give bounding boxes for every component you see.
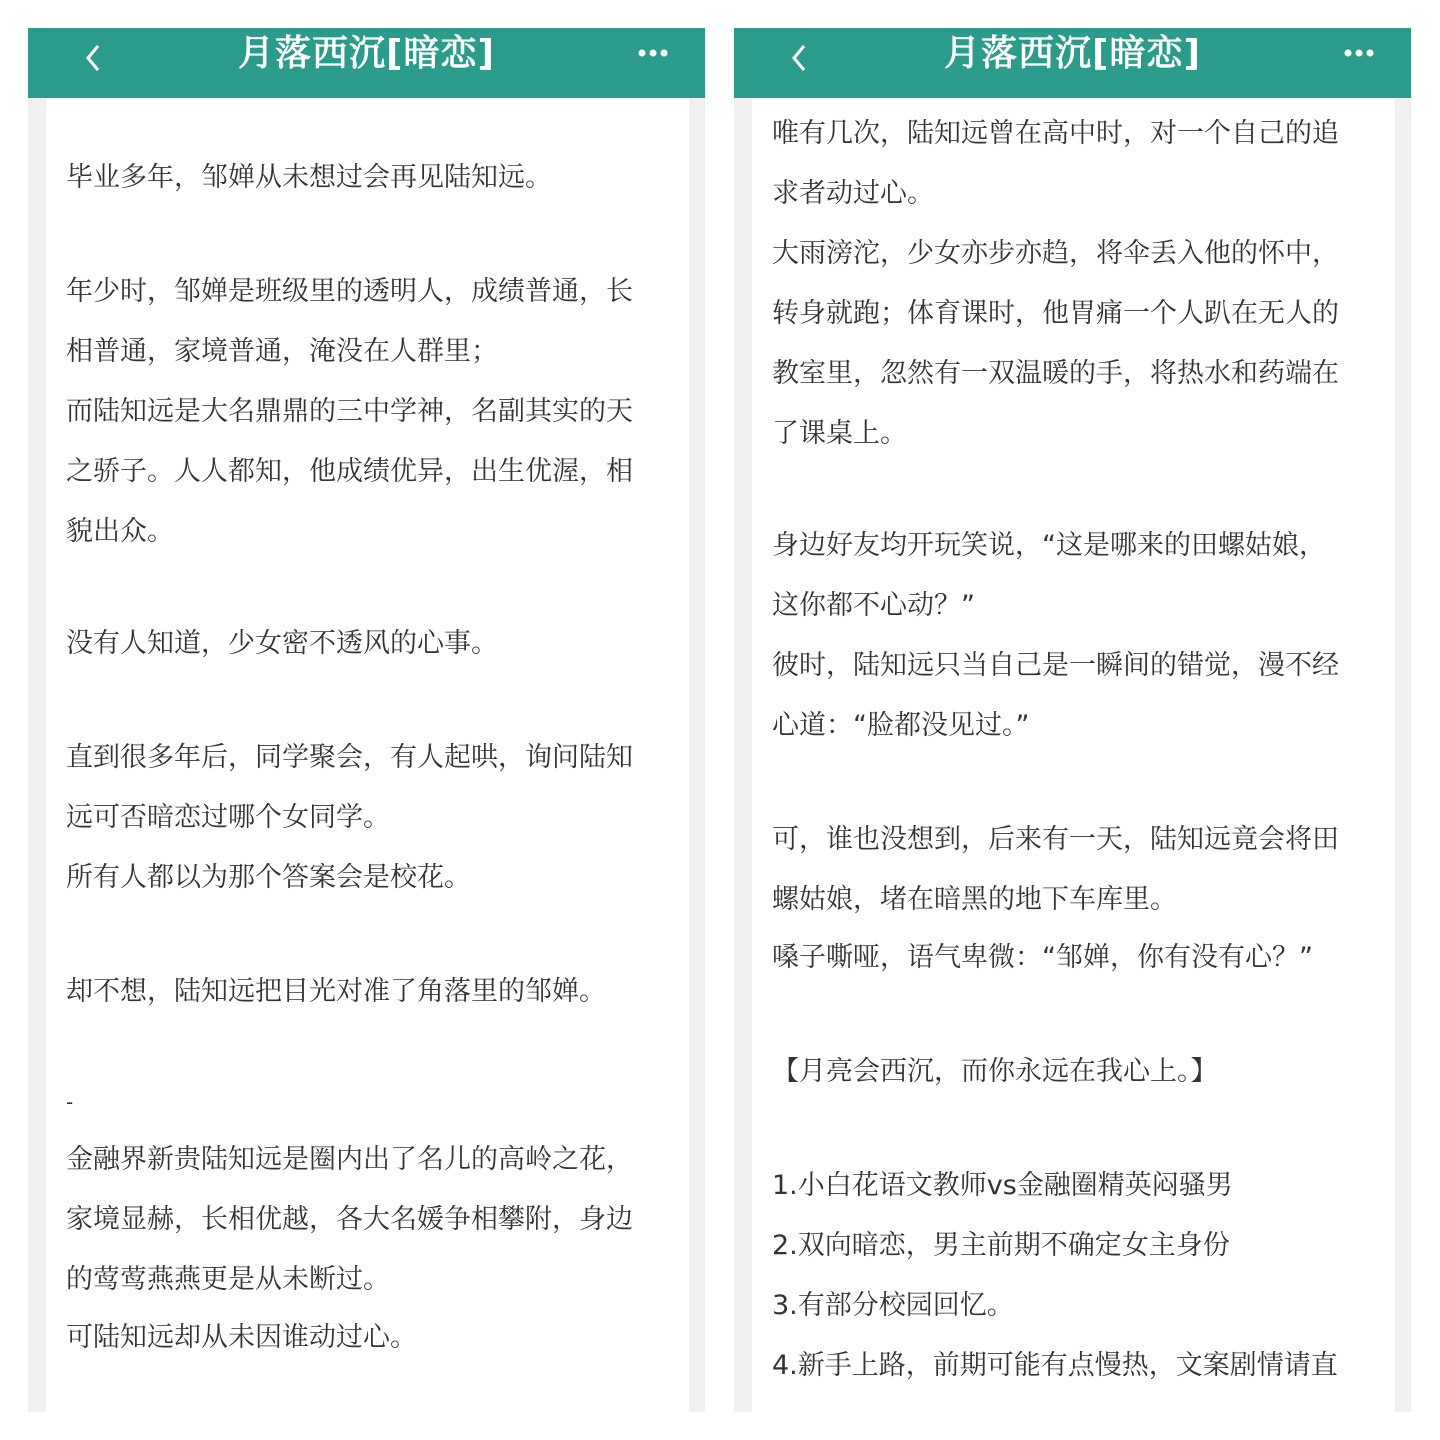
paragraph (772, 1216, 1375, 1276)
reader-panel-left (28, 28, 705, 1412)
more-dots-icon[interactable] (637, 46, 669, 60)
paragraph (66, 1308, 669, 1368)
text-line: 却不想，陆知远把目光对准了角落里的邹婵。 (66, 976, 606, 1007)
text-line: 4.新手上路，前期可能有点慢热，文案剧情请直 (772, 1350, 1338, 1381)
paragraph (772, 104, 1375, 224)
paragraph (772, 636, 1375, 756)
page-content (752, 98, 1395, 1412)
text-line: 相普通，家境普通，淹没在人群里； (66, 336, 498, 367)
text-line: 可陆知远却从未因谁动过心。 (66, 1322, 417, 1353)
book-title: 月落西沉[暗恋] (238, 33, 495, 74)
reader-panel-right (734, 28, 1411, 1412)
text-line: 家境显赫，长相优越，各大名媛争相攀附，身边 (66, 1204, 633, 1235)
text-line: 3.有部分校园回忆。 (772, 1290, 1014, 1321)
text-line: 心道：“脸都没见过。” (772, 710, 1030, 741)
book-title: 月落西沉[暗恋] (944, 33, 1201, 74)
paragraph (772, 224, 1375, 464)
text-line: 而陆知远是大名鼎鼎的三中学神，名副其实的天 (66, 396, 633, 427)
top-bar (734, 28, 1411, 98)
text-line: 嗓子嘶哑，语气卑微：“邹婵，你有没有心？” (772, 942, 1313, 973)
paragraph (66, 262, 669, 382)
paragraph (772, 1336, 1375, 1396)
paragraph (66, 962, 669, 1022)
text-line: 貌出众。 (66, 516, 174, 547)
text-line: 了课桌上。 (772, 418, 907, 449)
text-line: 远可否暗恋过哪个女同学。 (66, 802, 390, 833)
paragraph (66, 1130, 669, 1310)
text-line: 可，谁也没想到，后来有一天，陆知远竟会将田 (772, 824, 1339, 855)
paragraph (66, 148, 669, 208)
paragraph (66, 614, 669, 674)
text-line: 1.小白花语文教师vs金融圈精英闷骚男 (772, 1170, 1233, 1201)
text-line: 彼时，陆知远只当自己是一瞬间的错觉，漫不经 (772, 650, 1339, 681)
text-line: 这你都不心动？” (772, 590, 975, 621)
text-line: 的莺莺燕燕更是从未断过。 (66, 1264, 390, 1295)
text-line: 身边好友均开玩笑说，“这是哪来的田螺姑娘， (772, 530, 1326, 561)
paragraph (66, 728, 669, 848)
text-line: 螺姑娘，堵在暗黑的地下车库里。 (772, 884, 1177, 915)
more-dots-icon[interactable] (1343, 46, 1375, 60)
text-line: 所有人都以为那个答案会是校花。 (66, 862, 471, 893)
paragraph (772, 810, 1375, 930)
section-divider (66, 1092, 669, 1112)
text-line: 2.双向暗恋，男主前期不确定女主身份 (772, 1230, 1230, 1261)
paragraph (66, 382, 669, 562)
top-bar (28, 28, 705, 98)
text-line: 转身就跑；体育课时，他胃痛一个人趴在无人的 (772, 298, 1339, 329)
text-line: 毕业多年，邹婵从未想过会再见陆知远。 (66, 162, 552, 193)
text-line: 求者动过心。 (772, 178, 934, 209)
text-line: 没有人知道，少女密不透风的心事。 (66, 628, 498, 659)
text-line: 【月亮会西沉，而你永远在我心上。】 (772, 1056, 1218, 1087)
text-line: 金融界新贵陆知远是圈内出了名儿的高岭之花， (66, 1144, 633, 1175)
text-line: 直到很多年后，同学聚会，有人起哄，询问陆知 (66, 742, 633, 773)
text-line: 之骄子。人人都知，他成绩优异，出生优渥，相 (66, 456, 633, 487)
page-content (46, 98, 689, 1412)
text-line: - (66, 1090, 74, 1114)
paragraph (772, 1156, 1375, 1216)
text-line: 教室里，忽然有一双温暖的手，将热水和药端在 (772, 358, 1339, 389)
text-line: 大雨滂沱，少女亦步亦趋，将伞丢入他的怀中， (772, 238, 1339, 269)
text-line: 唯有几次，陆知远曾在高中时，对一个自己的追 (772, 118, 1339, 149)
paragraph (772, 1042, 1375, 1102)
text-line: 年少时，邹婵是班级里的透明人，成绩普通，长 (66, 276, 633, 307)
paragraph (772, 516, 1375, 636)
paragraph (772, 928, 1375, 988)
paragraph (66, 848, 669, 908)
paragraph (772, 1276, 1375, 1336)
